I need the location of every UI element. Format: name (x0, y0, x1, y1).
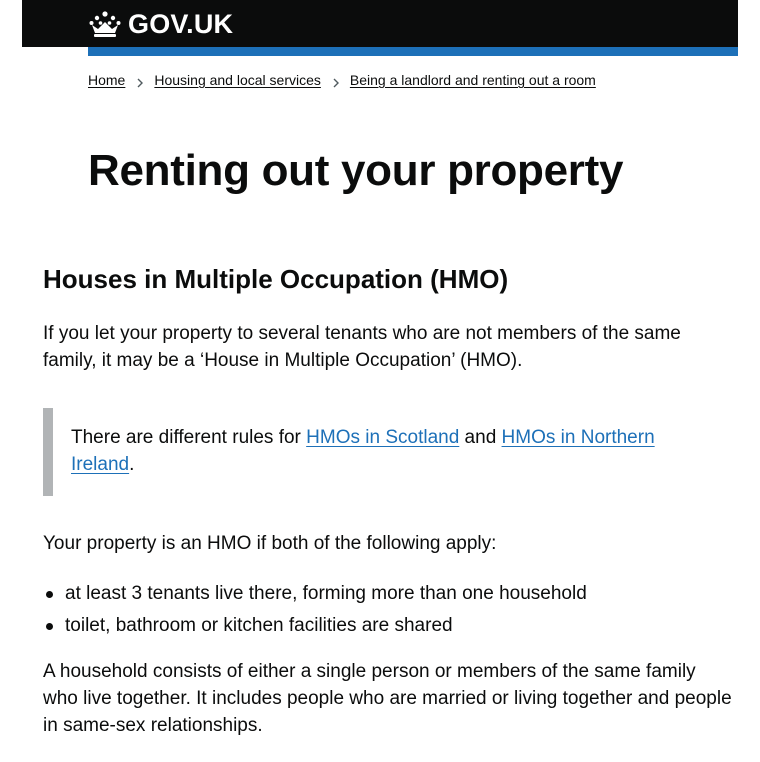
hmos-northern-ireland-link[interactable]: HMOs in Northern Ireland (71, 427, 655, 475)
page-title: Renting out your property (88, 146, 624, 195)
inset-prefix: There are different rules for (71, 427, 307, 448)
criteria-list (43, 578, 587, 642)
breadcrumb (88, 72, 596, 88)
logo-text: GOV.UK (128, 8, 234, 39)
list-item: toilet, bathroom or kitchen facilities are shared (43, 610, 587, 642)
list-item: at least 3 tenants live there, forming more than one household (43, 578, 587, 610)
criteria-intro: Your property is an HMO if both of the following apply: (43, 533, 497, 554)
chevron-right-icon (331, 75, 341, 85)
inset-text (43, 408, 723, 496)
header-blue-stripe (88, 47, 738, 56)
section-heading: Houses in Multiple Occupation (HMO) (43, 264, 509, 294)
crown-icon (88, 11, 122, 37)
breadcrumb-housing-link[interactable]: Housing and local services (154, 72, 321, 88)
inset-suffix: . (129, 454, 135, 475)
breadcrumb-landlord-link[interactable]: Being a landlord and renting out a room (349, 72, 596, 88)
chevron-right-icon (135, 75, 145, 85)
intro-paragraph: If you let your property to several tenants who are not members of the same family, it may be a ‘House in Multiple Occupation’ (HMO). (43, 323, 681, 371)
breadcrumb-home-link[interactable]: Home (88, 72, 126, 88)
household-definition: A household consists of either a single person or members of the same family who live together. It includes people who are married or living together and people in same-sex relationships. (43, 661, 732, 736)
hmos-scotland-link[interactable]: HMOs in Scotland (306, 427, 460, 448)
inset-middle: and (459, 427, 502, 448)
govuk-logo-link[interactable] (88, 8, 233, 40)
